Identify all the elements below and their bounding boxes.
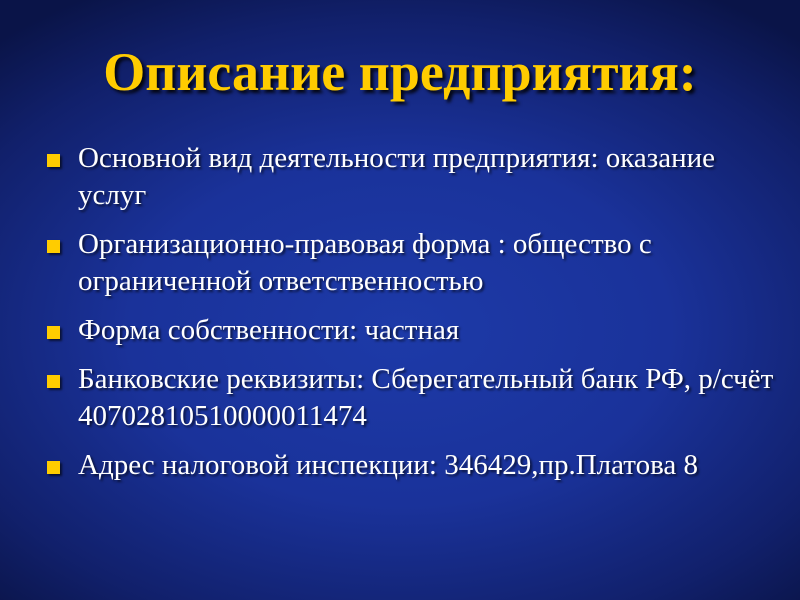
bullet-item-bank-details: [44, 361, 774, 435]
bullet-list: [44, 140, 774, 496]
square-bullet-icon: [47, 240, 60, 253]
bullet-item-legal-form: [44, 226, 774, 300]
square-bullet-icon: [47, 375, 60, 388]
bullet-item-activity: [44, 140, 774, 214]
bullet-text: Адрес налоговой инспекции: 346429,пр.Платова 8: [78, 449, 699, 481]
bullet-text: Банковские реквизиты: Сберегательный банк РФ, р/счёт 40702810510000011474: [78, 363, 774, 432]
slide-title: Описание предприятия:: [103, 42, 697, 102]
bullet-text: Основной вид деятельности предприятия: оказание услуг: [78, 142, 716, 211]
square-bullet-icon: [47, 461, 60, 474]
bullet-text: Форма собственности: частная: [78, 314, 460, 346]
bullet-item-ownership: [44, 312, 774, 349]
bullet-text: Организационно-правовая форма : общество с ограниченной ответственностью: [78, 228, 652, 297]
square-bullet-icon: [47, 326, 60, 339]
bullet-item-tax-address: [44, 447, 774, 484]
square-bullet-icon: [47, 154, 60, 167]
